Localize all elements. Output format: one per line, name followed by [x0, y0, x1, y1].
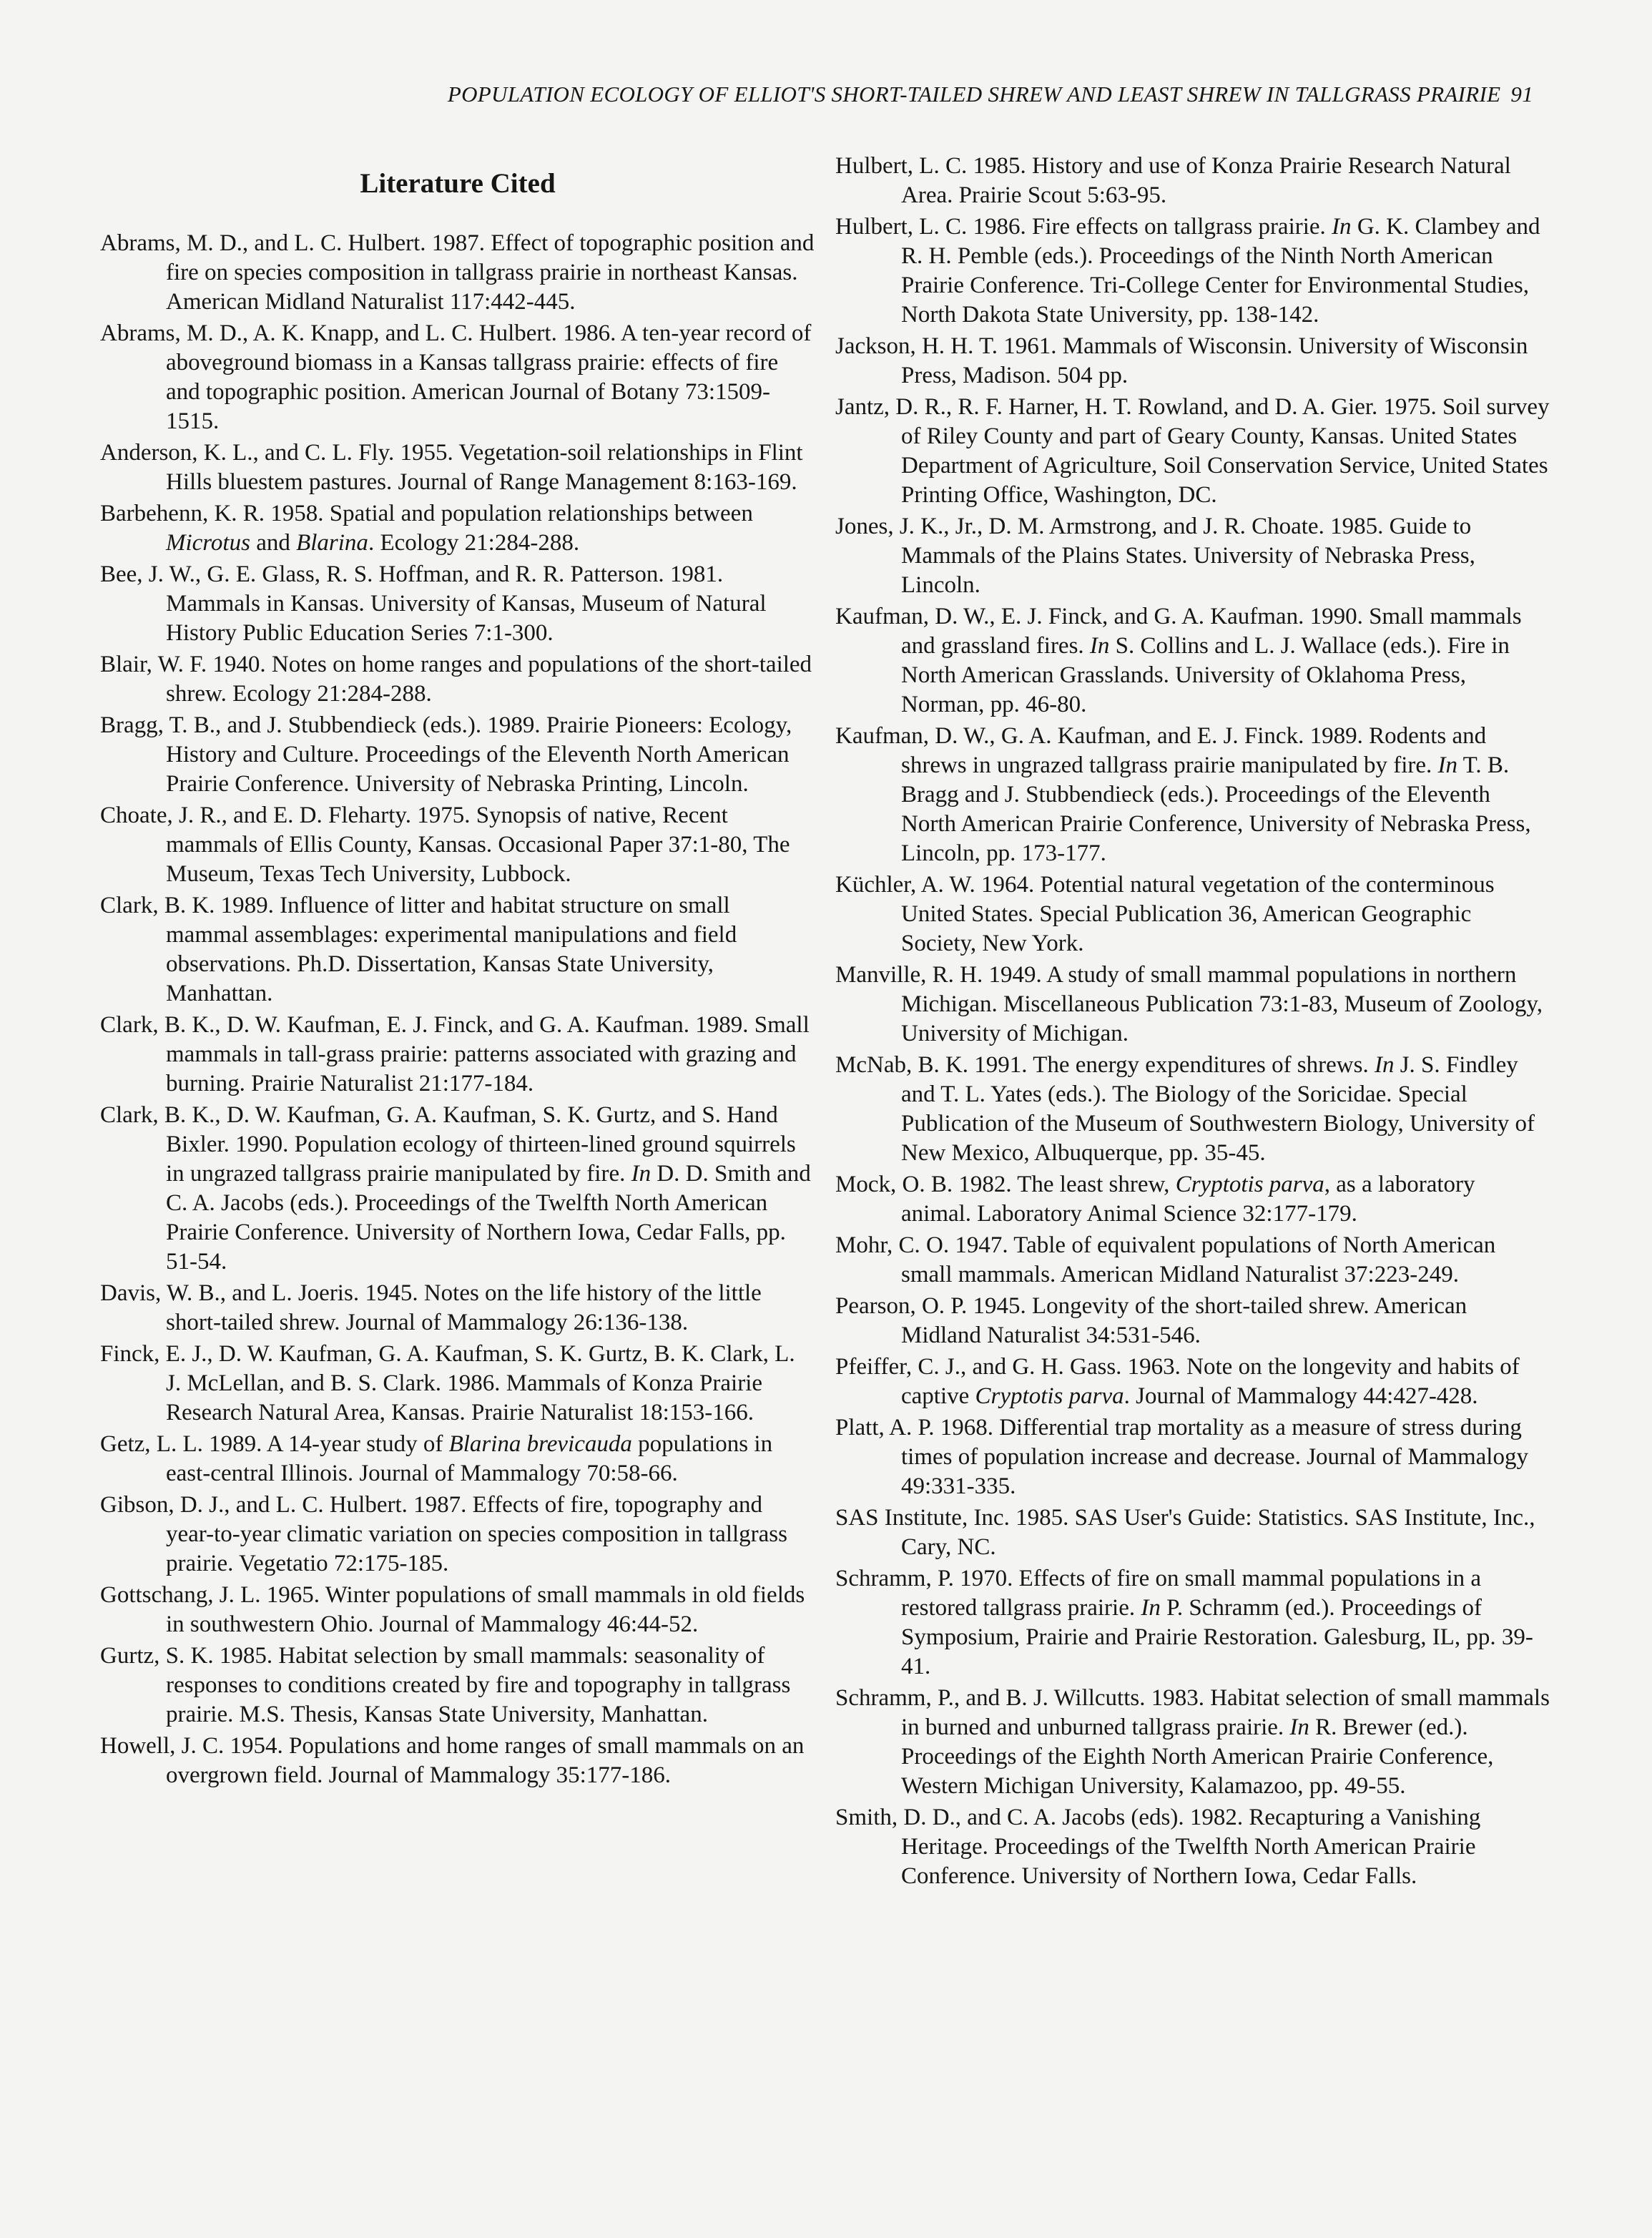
reference-text: Mock, O. B. 1982. The least shrew, [835, 1172, 1176, 1197]
reference-text: Blair, W. F. 1940. Notes on home ranges and populations of the short-tailed shrew. Ecology 21:284-288. [100, 652, 812, 707]
reference-text: Howell, J. C. 1954. Populations and home ranges of small mammals on an overgrown field. Journal of Mammalogy 35:177-186. [100, 1733, 805, 1788]
reference-entry [100, 1279, 815, 1338]
reference-text: T. B. Bragg and J. Stubbendieck (eds.). Proceedings of the Eleventh North American Prairie Conference, University of Nebraska Press, Lincoln, pp. 173-177. [901, 752, 1531, 866]
reference-text: Getz, L. L. 1989. A 14-year study of [100, 1431, 449, 1457]
reference-entry [100, 801, 815, 889]
reference-entry [835, 332, 1550, 391]
reference-entry [835, 870, 1550, 958]
right-column [835, 152, 1550, 1893]
reference-italic-text: Cryptotis parva [975, 1383, 1124, 1409]
reference-text: populations in east-central Illinois. Journal of Mammalogy 70:58-66. [166, 1431, 773, 1486]
reference-text: Finck, E. J., D. W. Kaufman, G. A. Kaufman, S. K. Gurtz, B. K. Clark, L. J. McLellan, and B. S. Clark. 1986. Mammals of Konza Prairie Research Natural Area, Kansas. Prairie Naturalist 18:153-166. [100, 1341, 795, 1425]
reference-text: Smith, D. D., and C. A. Jacobs (eds). 1982. Recapturing a Vanishing Heritage. Proceedings of the Twelfth North American Prairie Conference. University of Northern Iowa, Cedar Falls. [835, 1805, 1481, 1889]
reference-entry [100, 1732, 815, 1790]
reference-text: R. Brewer (ed.). Proceedings of the Eighth North American Prairie Conference, Western Michigan University, Kalamazoo, pp. 49-55. [901, 1714, 1494, 1799]
reference-text: . Ecology 21:284-288. [368, 530, 580, 556]
reference-text: Abrams, M. D., A. K. Knapp, and L. C. Hulbert. 1986. A ten-year record of aboveground biomass in a Kansas tallgrass prairie: effects of fire and topographic position. American Journal of Botany 73:1509-1515. [100, 320, 812, 434]
reference-text: Clark, B. K., D. W. Kaufman, E. J. Finck, and G. A. Kaufman. 1989. Small mammals in tall-grass prairie: patterns associated with grazing and burning. Prairie Naturalist 21:177-184. [100, 1012, 810, 1096]
reference-text: Mohr, C. O. 1947. Table of equivalent populations of North American small mammals. American Midland Naturalist 37:223-249. [835, 1232, 1496, 1287]
reference-entry [835, 1503, 1550, 1562]
reference-entry [100, 319, 815, 436]
reference-italic-text: In [1374, 1052, 1395, 1078]
reference-entry [100, 1430, 815, 1488]
reference-entry [835, 1231, 1550, 1290]
reference-text: Hulbert, L. C. 1986. Fire effects on tallgrass prairie. [835, 214, 1332, 240]
reference-entry [100, 229, 815, 317]
reference-text: Choate, J. R., and E. D. Fleharty. 1975. Synopsis of native, Recent mammals of Ellis County, Kansas. Occasional Paper 37:1-80, The Museum, Texas Tech University, Lubbock. [100, 803, 790, 887]
reference-text: Pfeiffer, C. J., and G. H. Gass. 1963. Note on the longevity and habits of captive [835, 1354, 1520, 1409]
reference-text: Platt, A. P. 1968. Differential trap mortality as a measure of stress during times of population increase and decrease. Journal of Mammalogy 49:331-335. [835, 1415, 1528, 1499]
reference-entry [100, 560, 815, 648]
reference-italic-text: Blarina [296, 530, 368, 556]
reference-entry [835, 1684, 1550, 1801]
reference-text: Schramm, P., and B. J. Willcutts. 1983. Habitat selection of small mammals in burned and unburned tallgrass prairie. [835, 1685, 1550, 1740]
reference-entry [100, 499, 815, 558]
reference-entry [835, 1564, 1550, 1682]
reference-text: Barbehenn, K. R. 1958. Spatial and population relationships between [100, 501, 753, 526]
reference-entry [100, 650, 815, 709]
reference-entry [100, 1581, 815, 1639]
reference-entry [835, 212, 1550, 330]
reference-text: Jackson, H. H. T. 1961. Mammals of Wisconsin. University of Wisconsin Press, Madison. 504 pp. [835, 333, 1528, 388]
reference-entry [835, 512, 1550, 600]
reference-entry [100, 1011, 815, 1099]
reference-entry [835, 1051, 1550, 1168]
reference-text: Gibson, D. J., and L. C. Hulbert. 1987. Effects of fire, topography and year-to-year climatic variation on species composition in tallgrass prairie. Vegetatio 72:175-185. [100, 1492, 787, 1576]
reference-italic-text: In [1289, 1714, 1309, 1740]
reference-italic-text: Cryptotis parva [1175, 1172, 1324, 1197]
reference-entry [835, 1353, 1550, 1411]
section-title: Literature Cited [360, 168, 556, 199]
reference-text: Bee, J. W., G. E. Glass, R. S. Hoffman, and R. R. Patterson. 1981. Mammals in Kansas. University of Kansas, Museum of Natural History Public Education Series 7:1-300. [100, 561, 767, 646]
reference-text: Anderson, K. L., and C. L. Fly. 1955. Vegetation-soil relationships in Flint Hills bluestem pastures. Journal of Range Management 8:163-169. [100, 440, 803, 495]
reference-entry [835, 1413, 1550, 1501]
reference-italic-text: In [1332, 214, 1352, 240]
running-title: POPULATION ECOLOGY OF ELLIOT'S SHORT-TAILED SHREW AND LEAST SHREW IN TALLGRASS PRAIRIE [447, 82, 1501, 107]
page-number: 91 [1510, 82, 1533, 107]
reference-text: Kaufman, D. W., G. A. Kaufman, and E. J. Finck. 1989. Rodents and shrews in ungrazed tallgrass prairie manipulated by fire. [835, 723, 1487, 778]
reference-italic-text: Microtus [166, 530, 250, 556]
reference-text: Gottschang, J. L. 1965. Winter populations of small mammals in old fields in southwestern Ohio. Journal of Mammalogy 46:44-52. [100, 1582, 805, 1637]
reference-text: McNab, B. K. 1991. The energy expenditures of shrews. [835, 1052, 1375, 1078]
reference-entry [100, 438, 815, 497]
reference-text: Bragg, T. B., and J. Stubbendieck (eds.). 1989. Prairie Pioneers: Ecology, History and Culture. Proceedings of the Eleventh North American Prairie Conference. University of Nebraska Printing, Lincoln. [100, 712, 792, 797]
reference-italic-text: In [631, 1161, 652, 1187]
reference-entry [100, 1491, 815, 1579]
reference-entry [835, 1292, 1550, 1350]
right-reference-list [835, 152, 1550, 1891]
reference-text: D. D. Smith and C. A. Jacobs (eds.). Proceedings of the Twelfth North American Prairie Conference. University of Northern Iowa, Cedar Falls, pp. 51-54. [166, 1161, 811, 1275]
reference-text: Clark, B. K., D. W. Kaufman, G. A. Kaufman, S. K. Gurtz, and S. Hand Bixler. 1990. Population ecology of thirteen-lined ground squirrels in ungrazed tallgrass prairie manipulated by fire. [100, 1102, 796, 1187]
reference-italic-text: In [1089, 633, 1110, 659]
reference-entry [835, 602, 1550, 720]
reference-text: Küchler, A. W. 1964. Potential natural vegetation of the conterminous United States. Special Publication 36, American Geographic Society, New York. [835, 872, 1495, 956]
reference-text: P. Schramm (ed.). Proceedings of Symposium, Prairie and Prairie Restoration. Galesburg, IL, pp. 39-41. [901, 1595, 1533, 1679]
reference-entry [835, 152, 1550, 210]
reference-entry [100, 1641, 815, 1729]
reference-entry [100, 1340, 815, 1428]
reference-entry [100, 891, 815, 1008]
reference-italic-text: Blarina brevicauda [448, 1431, 632, 1457]
reference-entry [835, 961, 1550, 1049]
left-reference-list [100, 229, 815, 1790]
reference-text: Kaufman, D. W., E. J. Finck, and G. A. Kaufman. 1990. Small mammals and grassland fires. [835, 604, 1522, 659]
reference-text: G. K. Clambey and R. H. Pemble (eds.). Proceedings of the Ninth North American Prairie Conference. Tri-College Center for Environmental Studies, North Dakota State University, pp. 138-142. [901, 214, 1540, 328]
reference-text: J. S. Findley and T. L. Yates (eds.). The Biology of the Soricidae. Special Publication of the Museum of Southwestern Biology, University of New Mexico, Albuquerque, pp. 35-45. [901, 1052, 1535, 1166]
reference-text: Jantz, D. R., R. F. Harner, H. T. Rowland, and D. A. Gier. 1975. Soil survey of Riley County and part of Geary County, Kansas. United States Department of Agriculture, Soil Conservation Service, United States Printing Office, Washington, DC. [835, 394, 1550, 508]
reference-text: Gurtz, S. K. 1985. Habitat selection by small mammals: seasonality of responses to conditions created by fire and topography in tallgrass prairie. M.S. Thesis, Kansas State University, Manhattan. [100, 1643, 791, 1727]
reference-text: Hulbert, L. C. 1985. History and use of Konza Prairie Research Natural Area. Prairie Scout 5:63-95. [835, 153, 1511, 208]
running-header [448, 82, 1533, 107]
reference-italic-text: In [1437, 752, 1457, 778]
reference-text: Schramm, P. 1970. Effects of fire on small mammal populations in a restored tallgrass prairie. [835, 1566, 1482, 1621]
reference-text: and [250, 530, 297, 556]
reference-text: Manville, R. H. 1949. A study of small mammal populations in northern Michigan. Miscellaneous Publication 73:1-83, Museum of Zoology, University of Michigan. [835, 962, 1543, 1046]
reference-text: . Journal of Mammalogy 44:427-428. [1124, 1383, 1478, 1409]
reference-italic-text: In [1141, 1595, 1161, 1621]
reference-text: , as a laboratory animal. Laboratory Animal Science 32:177-179. [901, 1172, 1475, 1227]
reference-entry [835, 1803, 1550, 1891]
reference-text: Pearson, O. P. 1945. Longevity of the short-tailed shrew. American Midland Naturalist 34:531-546. [835, 1293, 1467, 1348]
reference-entry [835, 1170, 1550, 1229]
reference-text: Jones, J. K., Jr., D. M. Armstrong, and J. R. Choate. 1985. Guide to Mammals of the Plains States. University of Nebraska Press, Lincoln. [835, 514, 1475, 598]
reference-text: Clark, B. K. 1989. Influence of litter and habitat structure on small mammal assemblages: experimental manipulations and field observations. Ph.D. Dissertation, Kansas State University, Manhattan. [100, 893, 737, 1006]
reference-text: Davis, W. B., and L. Joeris. 1945. Notes on the life history of the little short-tailed shrew. Journal of Mammalogy 26:136-138. [100, 1280, 762, 1335]
reference-entry [100, 711, 815, 799]
left-column [100, 152, 815, 1792]
reference-entry [100, 1101, 815, 1277]
reference-text: Abrams, M. D., and L. C. Hulbert. 1987. Effect of topographic position and fire on species composition in tallgrass prairie in northeast Kansas. American Midland Naturalist 117:442-445. [100, 230, 815, 315]
reference-text: SAS Institute, Inc. 1985. SAS User's Guide: Statistics. SAS Institute, Inc., Cary, NC. [835, 1505, 1535, 1560]
reference-text: S. Collins and L. J. Wallace (eds.). Fire in North American Grasslands. University of Oklahoma Press, Norman, pp. 46-80. [901, 633, 1510, 717]
reference-entry [835, 393, 1550, 510]
reference-entry [835, 722, 1550, 868]
